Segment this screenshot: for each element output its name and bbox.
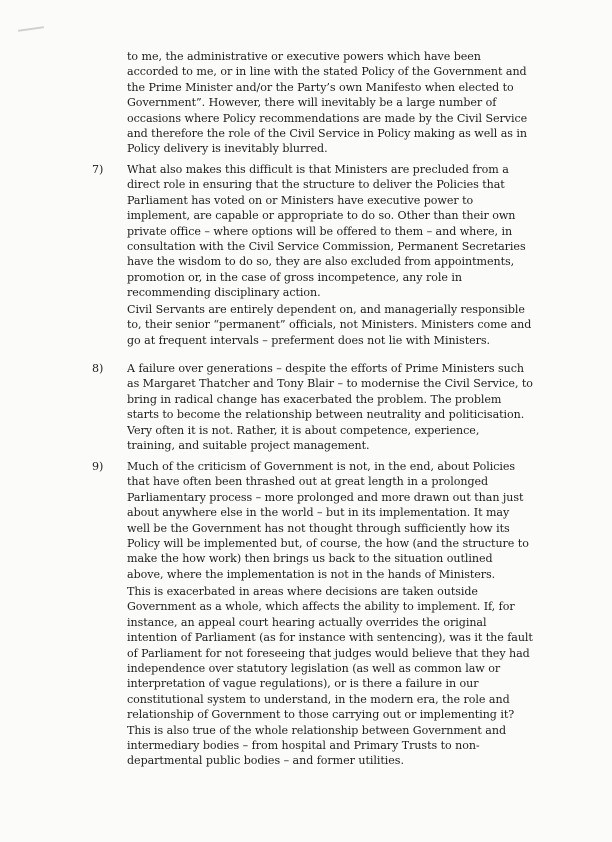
paragraph-number: 7): [92, 163, 104, 176]
paragraph-7: [127, 162, 563, 301]
text-line: Government as a whole, which affects the ability to implement. If, for: [127, 600, 515, 614]
text-line: make the how work) then brings us back to the situation outlined: [127, 552, 493, 566]
text-line: well be the Government has not thought through sufficiently how its: [127, 521, 510, 535]
text-line: intention of Parliament (as for instance with sentencing), was it the fault: [127, 631, 533, 645]
text-line: that have often been thrashed out at great length in a prolonged: [127, 475, 489, 489]
text-line: above, where the implementation is not in the hands of Ministers.: [127, 567, 496, 581]
text-line: of Parliament for not foreseeing that judges would believe that they had: [127, 646, 530, 660]
text-line: implement, are capable or appropriate to do so. Other than their own: [127, 209, 516, 223]
text-line: private office – where options will be offered to them – and where, in: [127, 224, 513, 238]
text-line: Policy will be implemented but, of course, the how (and the structure to: [127, 537, 529, 551]
text-line: have the wisdom to do so, they are also excluded from appointments,: [127, 255, 515, 269]
text-line: interpretation of vague regulations), or is there a failure in our: [127, 677, 479, 691]
paragraph-number: 9): [92, 460, 104, 473]
text-line: the Prime Minister and/or the Party’s own Manifesto when elected to: [127, 80, 514, 94]
paragraph-8: [127, 361, 563, 453]
text-line: constitutional system to understand, in the modern era, the role and: [127, 692, 510, 706]
text-line: Parliamentary process – more prolonged and more drawn out than just: [127, 490, 524, 504]
text-line: to me, the administrative or executive powers which have been: [127, 50, 481, 63]
text-line: Civil Servants are entirely dependent on, and managerially responsible: [127, 303, 525, 316]
text-line: Policy delivery is inevitably blurred.: [127, 142, 328, 156]
text-line: consultation with the Civil Service Commission, Permanent Secretaries: [127, 240, 526, 254]
text-line: direct role in ensuring that the structure to deliver the Policies that: [127, 178, 505, 192]
paragraph-civil-servants: [127, 302, 563, 348]
text-line: independence over statutory legislation (as well as common law or: [127, 662, 501, 676]
text-line: accorded to me, or in line with the stated Policy of the Government and: [127, 65, 527, 79]
paragraph-9: [127, 459, 563, 582]
text-line: as Margaret Thatcher and Tony Blair – to modernise the Civil Service, to: [127, 377, 533, 391]
text-line: starts to become the relationship between neutrality and politicisation.: [127, 408, 525, 422]
text-line: A failure over generations – despite the efforts of Prime Ministers such: [127, 362, 525, 375]
text-line: departmental public bodies – and former utilities.: [127, 754, 404, 768]
text-line: and therefore the role of the Civil Service in Policy making as well as in: [127, 127, 527, 141]
text-line: Parliament has voted on or Ministers have executive power to: [127, 193, 474, 207]
text-line: training, and suitable project management.: [127, 439, 370, 453]
text-line: promotion or, in the case of gross incompetence, any role in: [127, 270, 462, 284]
text-line: Much of the criticism of Government is not, in the end, about Policies: [127, 460, 516, 473]
text-line: This is also true of the whole relationship between Government and: [127, 723, 506, 737]
text-line: bring in radical change has exacerbated the problem. The problem: [127, 392, 502, 406]
text-line: Very often it is not. Rather, it is about competence, experience,: [127, 423, 480, 437]
text-line: to, their senior “permanent” officials, not Ministers. Ministers come and: [127, 318, 532, 332]
text-line: about anywhere else in the world – but in its implementation. It may: [127, 506, 510, 520]
text-line: instance, an appeal court hearing actually overrides the original: [127, 615, 487, 629]
text-line: intermediary bodies – from hospital and Primary Trusts to non-: [127, 739, 480, 753]
paragraph-continuation: [127, 49, 563, 157]
text-line: What also makes this difficult is that Ministers are precluded from a: [127, 163, 509, 176]
text-line: relationship of Government to those carrying out or implementing it?: [127, 708, 515, 722]
text-line: Government”. However, there will inevitably be a large number of: [127, 96, 497, 110]
paragraph-exacerbated: [127, 584, 563, 769]
paragraph-number: 8): [92, 362, 104, 375]
text-line: This is exacerbated in areas where decisions are taken outside: [127, 585, 478, 598]
text-line: occasions where Policy recommendations are made by the Civil Service: [127, 111, 528, 125]
text-line: go at frequent intervals – preferment does not lie with Ministers.: [127, 333, 490, 347]
scan-mark: [18, 26, 44, 32]
text-line: recommending disciplinary action.: [127, 286, 321, 300]
